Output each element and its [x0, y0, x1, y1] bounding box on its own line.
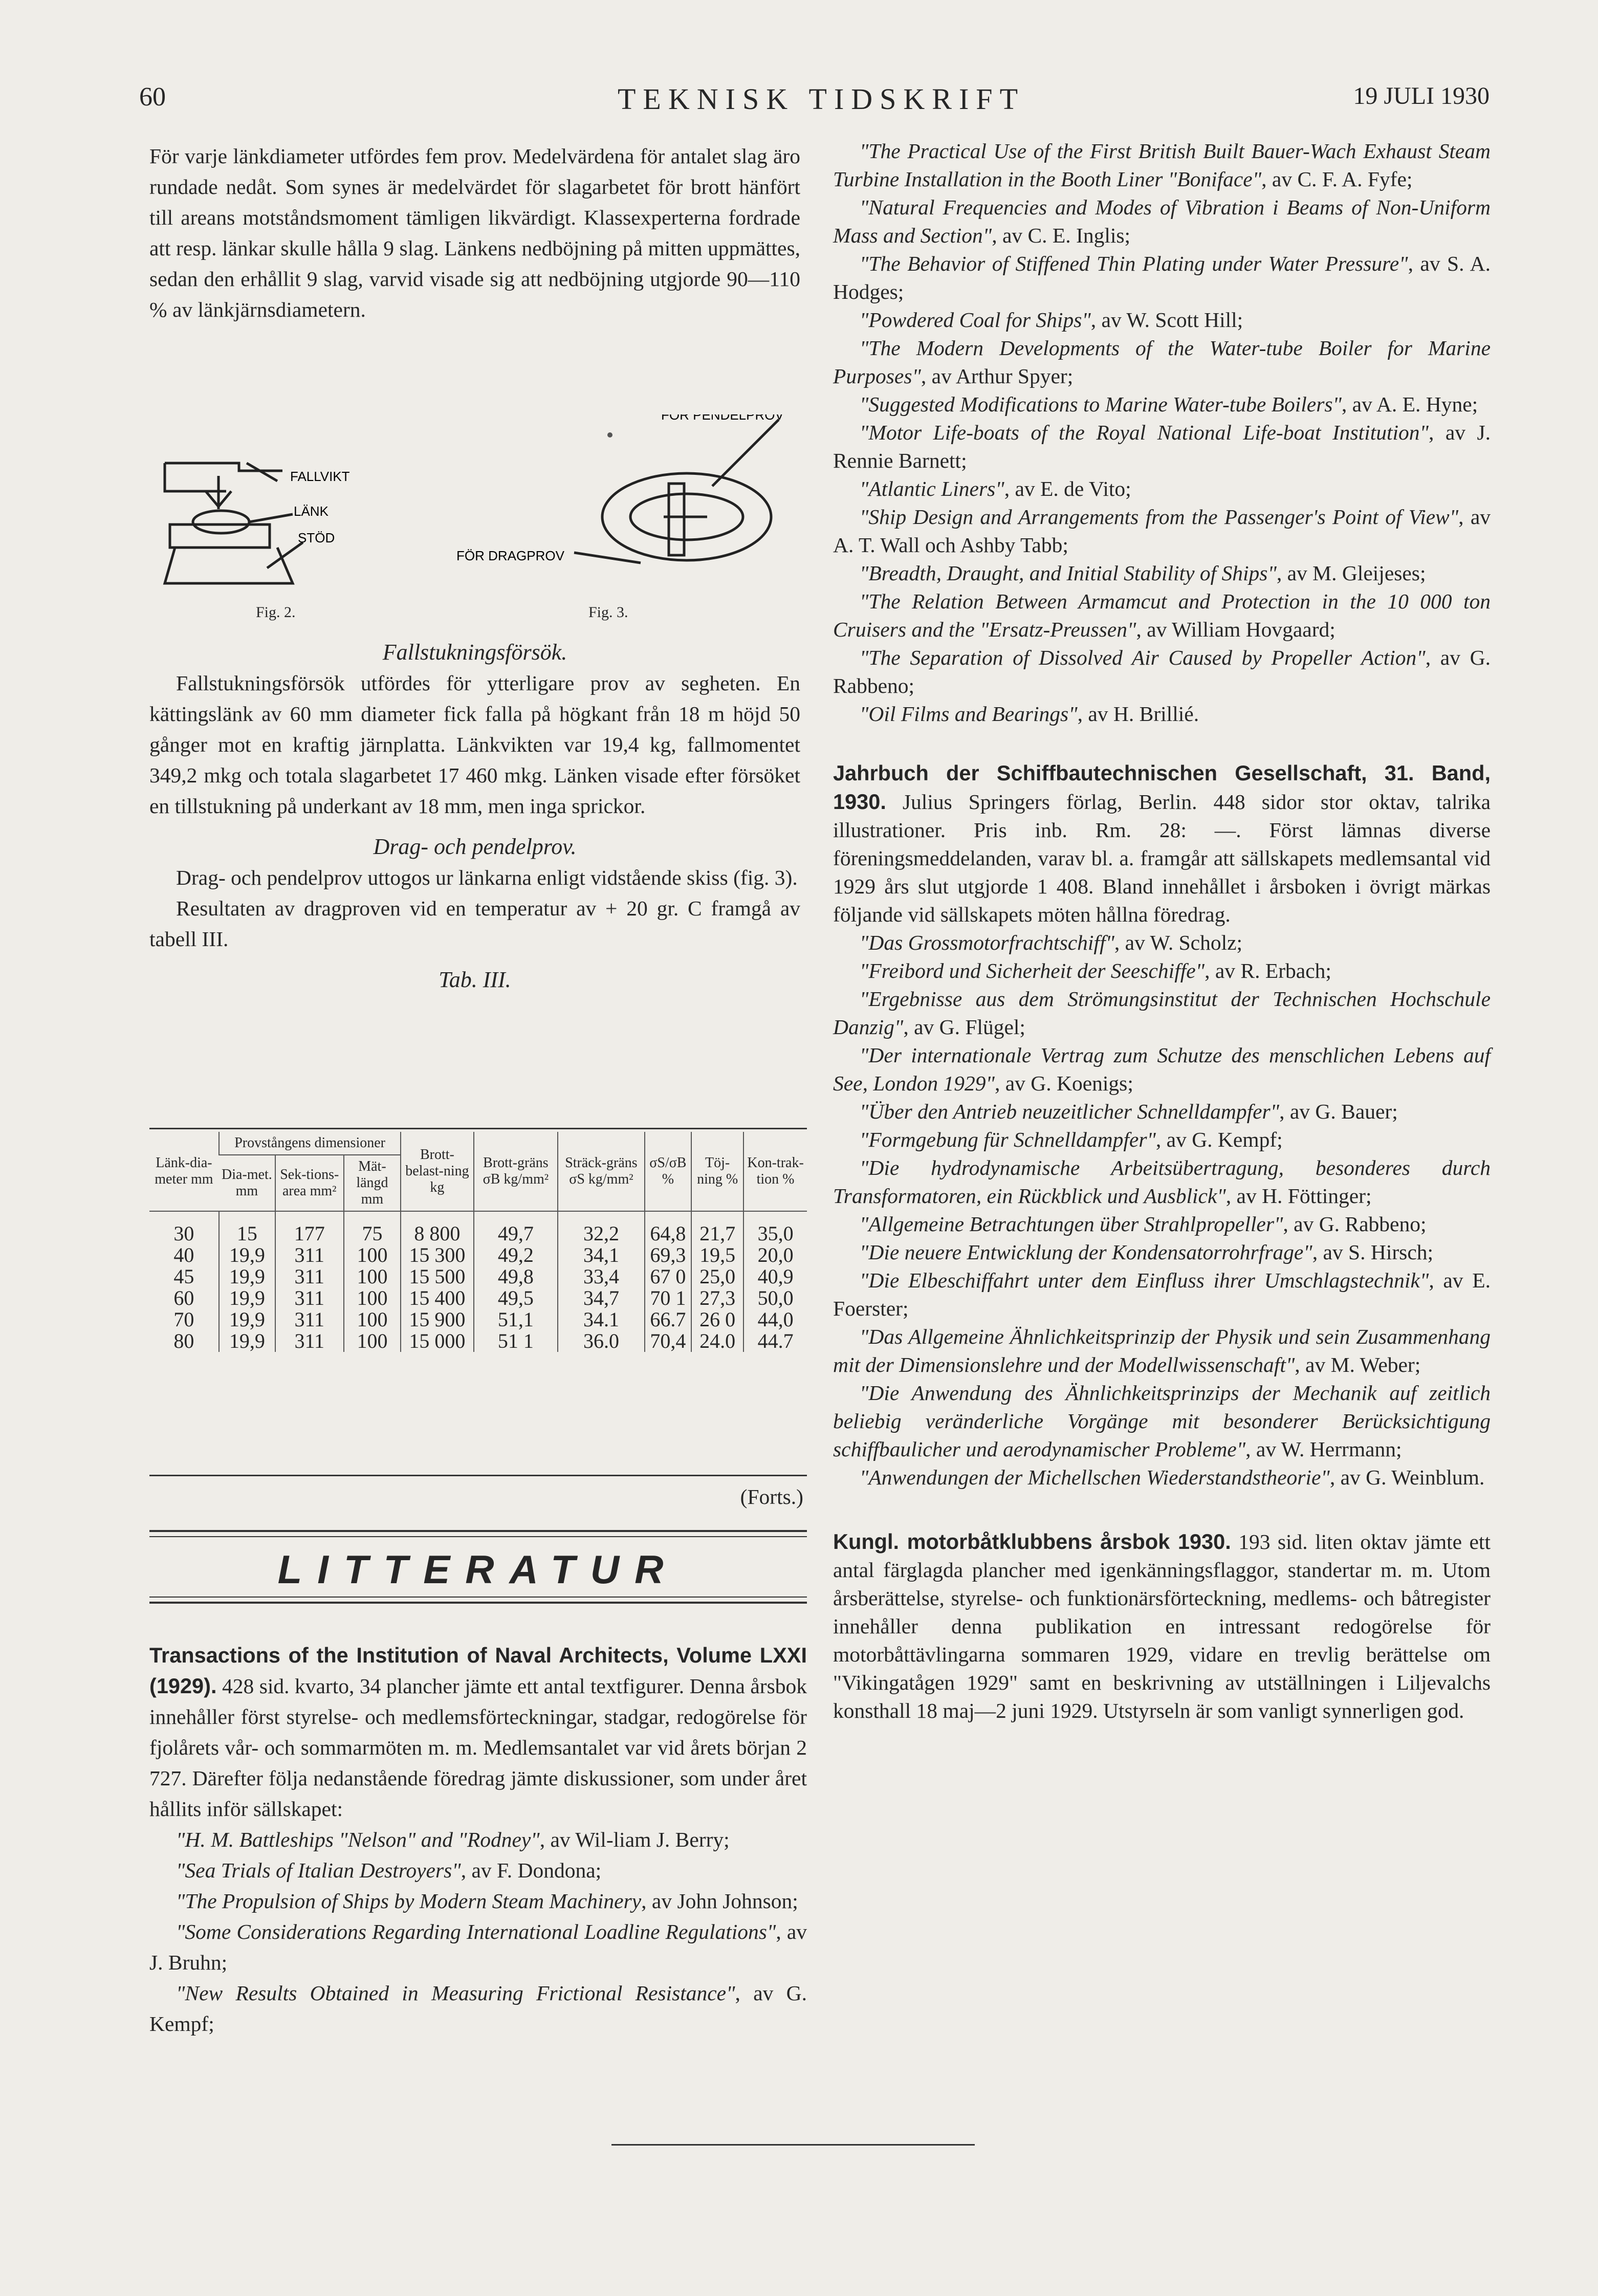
lecture-title: "Allgemeine Betrachtungen über Strahlpropeller": [860, 1212, 1283, 1236]
table-cell: 49,7: [474, 1211, 558, 1244]
jahrbuch-entry: [833, 759, 1491, 929]
tina-refs-cont: [833, 137, 1491, 728]
lecture-entry: [833, 985, 1491, 1041]
lecture-entry: [833, 1041, 1491, 1098]
col-diameter: Dia-met. mm: [219, 1155, 275, 1211]
lecture-author: , av J. Bruhn;: [149, 1920, 807, 1974]
table-cell: 15 400: [401, 1287, 473, 1309]
fig2-label-stod: STÖD: [298, 530, 335, 545]
lecture-entry: [833, 503, 1491, 559]
table-bottom-rule: [149, 1475, 807, 1476]
lecture-author: , av J. Rennie Barnett;: [833, 421, 1491, 472]
table-cell: 40: [173, 1243, 194, 1266]
table-cell: 19,9: [219, 1309, 275, 1330]
lecture-entry: [833, 1379, 1491, 1463]
issue-date: 19 JULI 1930: [1353, 82, 1490, 110]
lecture-author: , av E. de Vito;: [1004, 477, 1131, 500]
result-paragraph: Resultaten av dragproven vid en temperatur av + 20 gr. C framgå av tabell III.: [149, 896, 800, 951]
table-cell: 51,1: [474, 1309, 558, 1330]
lecture-entry: [833, 700, 1491, 728]
tina-entry: [149, 1640, 807, 1824]
table-body: [149, 1211, 807, 1352]
table-cell: 311: [275, 1266, 344, 1287]
journal-title: TEKNISK TIDSKRIFT: [618, 82, 1025, 116]
lecture-title: "Die Anwendung des Ähnlichkeitsprinzips der Mechanik auf zeitlich beliebig veränderliche Vorgänge mit besonderer Berücksichtigung schiffbaulicher und aerodynamischer Probleme": [833, 1381, 1491, 1461]
lecture-author: , av William Hovgaard;: [1136, 618, 1336, 641]
lecture-entry: [149, 1855, 807, 1886]
lecture-entry: [833, 1463, 1491, 1492]
lecture-entry: [833, 137, 1491, 193]
col-brottbelastning: Brott-belast-ning kg: [401, 1132, 473, 1211]
lecture-author: , av R. Erbach;: [1205, 959, 1331, 982]
table-cell: 70: [173, 1308, 194, 1331]
table-cell: 15 000: [401, 1330, 473, 1352]
table-cell: 100: [344, 1266, 401, 1287]
table-cell: 51 1: [474, 1330, 558, 1352]
table-cell: 33,4: [558, 1266, 644, 1287]
lecture-author: , av F. Dondona;: [461, 1858, 602, 1882]
table-cell: 32,2: [558, 1211, 644, 1244]
lecture-author: , av W. Scholz;: [1114, 931, 1243, 954]
lecture-entry: [149, 1824, 807, 1855]
table-cell: 15: [219, 1211, 275, 1244]
table-cell: 311: [275, 1309, 344, 1330]
litt-rule-bot1: [149, 1597, 807, 1598]
table-row: [149, 1287, 807, 1309]
lecture-entry: [833, 1210, 1491, 1238]
lecture-title: "Natural Frequencies and Modes of Vibration i Beams of Non-Uniform Mass and Section": [833, 195, 1491, 247]
lecture-title: "Die neuere Entwicklung der Kondensatorrohrfrage": [860, 1240, 1312, 1264]
col-lankdiameter: Länk-dia-meter mm: [149, 1132, 219, 1211]
lecture-title: "The Behavior of Stiffened Thin Plating under Water Pressure": [860, 252, 1408, 275]
lecture-author: , av G. Weinblum.: [1329, 1466, 1485, 1489]
lecture-title: "Suggested Modifications to Marine Water-tube Boilers": [860, 392, 1342, 416]
lecture-entry: [833, 957, 1491, 985]
lecture-entry: [833, 334, 1491, 390]
table-cell: 20,0: [743, 1244, 807, 1266]
lecture-title: "Die hydrodynamische Arbeitsübertragung, besonderes durch Transformatoren, ein Rückblick und Ausblick": [833, 1156, 1491, 1208]
lecture-author: , av M. Weber;: [1295, 1353, 1421, 1376]
lecture-title: "New Results Obtained in Measuring Frictional Resistance": [176, 1981, 735, 2005]
lecture-title: "Über den Antrieb neuzeitlicher Schnelldampfer": [860, 1100, 1280, 1123]
lecture-author: , av H. Brillié.: [1077, 702, 1199, 726]
lecture-entry: [833, 929, 1491, 957]
figures-svg: [149, 414, 800, 635]
fig3-caption: Fig. 3.: [588, 604, 628, 621]
subheading-drag: Drag- och pendelprov.: [373, 834, 577, 859]
col-strackgrans: Sträck-gräns σS kg/mm²: [558, 1132, 644, 1211]
col-kontraktion: Kon-trak-tion %: [743, 1132, 807, 1211]
table-row: [149, 1309, 807, 1330]
table-cell: 30: [173, 1222, 194, 1245]
col-brottgrans: Brott-gräns σB kg/mm²: [474, 1132, 558, 1211]
lecture-entry: [833, 419, 1491, 475]
lecture-author: , av G. Bauer;: [1279, 1100, 1398, 1123]
table-cell: 100: [344, 1287, 401, 1309]
lecture-entry: [833, 390, 1491, 419]
fig2-label-lank: LÄNK: [294, 504, 329, 519]
lecture-author: , av G. Flügel;: [903, 1015, 1025, 1039]
kmk-title: Kungl. motorbåtklubbens årsbok 1930.: [833, 1529, 1231, 1554]
lecture-entry: [833, 1238, 1491, 1266]
tina-title: Transactions of the Institution of Naval Architects, Volume LXXI (1929).: [149, 1643, 807, 1698]
table-cell: 100: [344, 1330, 401, 1352]
lecture-author: , av G. Kempf;: [1155, 1128, 1283, 1151]
table-row: [149, 1244, 807, 1266]
lecture-author: , av W. Herrmann;: [1245, 1437, 1402, 1461]
jahrbuch-text: Julius Springers förlag, Berlin. 448 sidor stor oktav, talrika illustrationer. Pris inb. Rm. 28: —. Först lämnas diverse föreningsmeddelanden, varav bl. a. framgår att sällskapets medlemsantal vid 1929 års slut utgjorde 1 408. Bland innehållet i årsboken i övrigt märkas följande vid sällskapets möten hållna föredrag.: [833, 790, 1491, 926]
section-heading-litteratur: LITTERATUR: [277, 1547, 679, 1592]
lecture-entry: [149, 1886, 807, 1916]
lecture-title: "Freibord und Sicherheit der Seeschiffe": [860, 959, 1205, 982]
col-group-dimensioner: Provstångens dimensioner: [219, 1132, 401, 1155]
lecture-author: , av H. Föttinger;: [1225, 1184, 1372, 1208]
lecture-title: "H. M. Battleships "Nelson" and "Rodney": [176, 1828, 540, 1851]
lecture-author: , av A. T. Wall och Ashby Tabb;: [833, 505, 1491, 557]
lecture-author: , av G. Kempf;: [149, 1981, 807, 2036]
lecture-title: "Der internationale Vertrag zum Schutze des menschlichen Lebens auf See, London 1929": [833, 1043, 1491, 1095]
lecture-author: , av M. Gleijeses;: [1276, 561, 1426, 585]
lecture-author: , av A. E. Hyne;: [1341, 392, 1478, 416]
table-cell: 64,8: [645, 1211, 692, 1244]
table-cell: 100: [344, 1309, 401, 1330]
jahrbuch-title: Jahrbuch der Schiffbautechnischen Gesellschaft, 31. Band, 1930.: [833, 761, 1491, 814]
fallstukning-paragraph: Fallstukningsförsök utfördes för ytterligare prov av segheten. En kättingslänk av 60 mm diameter fick falla på högkant från 18 m höjd 50 gånger mot en kraftig järnplatta. Länkvikten var 19,4 kg, fallmomentet 349,2 mkg och totala slagarbetet 17 460 mkg. Länken visade efter försöket en tillstukning på underkant av 18 mm, men inga sprickor.: [149, 671, 800, 818]
table-cell: 19,9: [219, 1266, 275, 1287]
table-cell: 26 0: [691, 1309, 743, 1330]
table-cell: 80: [173, 1329, 194, 1352]
table-iii: [149, 1132, 807, 1352]
col-tojning: Töj-ning %: [691, 1132, 743, 1211]
left-middle: [149, 637, 800, 995]
left-literature: [149, 1640, 807, 2039]
lecture-author: , av S. A. Hodges;: [833, 252, 1491, 303]
table-cell: 67 0: [645, 1266, 692, 1287]
fig3-label-pendel: FÖR PENDELPROV: [661, 414, 784, 423]
table-cell: 49,5: [474, 1287, 558, 1309]
right-column: [833, 137, 1491, 1725]
lecture-title: "Ship Design and Arrangements from the Passenger's Point of View": [860, 505, 1459, 529]
table-cell: 34,7: [558, 1287, 644, 1309]
table-cell: 21,7: [691, 1211, 743, 1244]
table-cell: 311: [275, 1244, 344, 1266]
col-ratio: σS/σB %: [645, 1132, 692, 1211]
intro-paragraph: För varje länkdiameter utfördes fem prov. Medelvärdena för antalet slag äro rundade nedåt. Som synes är medelvärdet för slagarbetet för brott hänfört till areans motståndsmoment tämligen likvärdigt. Klassexperterna fordrade att resp. länkar skulle hålla 9 slag. Länkens nedböjning på mitten uppmättes, sedan den erhållit 9 slag, varvid visade sig att nedböjning utgjorde 90—110 % av länkjärnsdiametern.: [149, 144, 800, 321]
lecture-entry: [833, 1266, 1491, 1323]
fig3-drawing: [574, 420, 779, 563]
tina-text: 428 sid. kvarto, 34 plancher jämte ett antal textfigurer. Denna årsbok innehåller först styrelse- och medlemsförteckningar, stadgar, redogörelse för fjolårets vår- och sommarmöten m. m. Medlemsantalet var vid årets början 2 727. Därefter följa nedanstående föredrag jämte diskussioner, som under året hållits inför sällskapet:: [149, 1674, 807, 1821]
lecture-author: , av G. Rabbeno;: [833, 646, 1491, 697]
table-cell: 49,8: [474, 1266, 558, 1287]
table-cell: 15 900: [401, 1309, 473, 1330]
lecture-entry: [833, 306, 1491, 334]
table-cell: 311: [275, 1330, 344, 1352]
lecture-entry: [149, 1978, 807, 2039]
litt-rule-bot2: [149, 1602, 807, 1604]
litt-rule-top1: [149, 1530, 807, 1532]
lecture-title: "Breadth, Draught, and Initial Stability of Ships": [860, 561, 1277, 585]
litt-rule-top2: [149, 1536, 807, 1537]
table-cell: 40,9: [743, 1266, 807, 1287]
table-cell: 177: [275, 1211, 344, 1244]
forts: (Forts.): [740, 1485, 803, 1508]
fig3-label-drag: FÖR DRAGPROV: [456, 548, 564, 563]
figures: [149, 414, 800, 635]
table-cell: 69,3: [645, 1244, 692, 1266]
fig2-caption: Fig. 2.: [256, 604, 296, 621]
lecture-author: , av W. Scott Hill;: [1090, 308, 1243, 332]
table-cell: 311: [275, 1287, 344, 1309]
kmk-text: 193 sid. liten oktav jämte ett antal färglagda plancher med igenkänningsflaggor, standertar m. m. Utom årsberättelse, styrelse- och funktionärsförteckning, medlems- och båtregister innehåller denna publikation en intressant redogörelse för motorbåttävlingarna sommaren 1929, vidare en trevlig berättelse om "Vikingatågen 1929" samt en beskrivning av utställningen i Liljevalchs konsthall 18 maj—2 juni 1929. Utstyrseln är som vanligt synnerligen god.: [833, 1530, 1491, 1722]
table-cell: 27,3: [691, 1287, 743, 1309]
lecture-title: "Oil Films and Bearings": [860, 702, 1078, 726]
table-cell: 70 1: [645, 1287, 692, 1309]
tina-refs: [149, 1824, 807, 2039]
table-cell: 19,9: [219, 1330, 275, 1352]
lecture-author: , av E. Foerster;: [833, 1269, 1491, 1320]
lecture-title: "The Separation of Dissolved Air Caused by Propeller Action": [860, 646, 1426, 669]
lecture-title: "Die Elbeschiffahrt unter dem Einfluss ihrer Umschlagstechnik": [860, 1269, 1429, 1292]
table-cell: 19,5: [691, 1244, 743, 1266]
table-row: [149, 1266, 807, 1287]
lecture-title: "The Modern Developments of the Water-tube Boiler for Marine Purposes": [833, 336, 1491, 388]
table-title: Tab. III.: [439, 967, 511, 992]
col-sektionsarea: Sek-tions-area mm²: [275, 1155, 344, 1211]
lecture-entry: [833, 193, 1491, 250]
lecture-title: "Powdered Coal for Ships": [860, 308, 1091, 332]
page-number: 60: [139, 82, 166, 112]
lecture-title: "Das Grossmotorfrachtschiff": [860, 931, 1114, 954]
table-cell: 34.1: [558, 1309, 644, 1330]
lecture-entry: [833, 587, 1491, 644]
fig2-drawing: [165, 463, 303, 583]
lecture-entry: [833, 1323, 1491, 1379]
lecture-title: "Anwendungen der Michellschen Wiederstandstheorie": [860, 1466, 1330, 1489]
lecture-author: , av John Johnson;: [641, 1889, 798, 1913]
table-cell: 50,0: [743, 1287, 807, 1309]
fig2-label-fallvikt: FALLVIKT: [290, 469, 350, 484]
table-cell: 75: [344, 1211, 401, 1244]
table-cell: 35,0: [743, 1211, 807, 1244]
subheading-fallstukning: Fallstukningsförsök.: [382, 640, 567, 665]
table-cell: 70,4: [645, 1330, 692, 1352]
jahrbuch-refs: [833, 929, 1491, 1492]
table-cell: 8 800: [401, 1211, 473, 1244]
table-cell: 44.7: [743, 1330, 807, 1352]
ink-dot: [607, 432, 612, 438]
table-cell: 45: [173, 1265, 194, 1288]
lecture-entry: [833, 250, 1491, 306]
table-cell: 34,1: [558, 1244, 644, 1266]
lecture-title: "Formgebung für Schnelldampfer": [860, 1128, 1156, 1151]
table-row: [149, 1330, 807, 1352]
table-cell: 44,0: [743, 1309, 807, 1330]
lecture-entry: [833, 644, 1491, 700]
lecture-title: "Atlantic Liners": [860, 477, 1004, 500]
table-cell: 15 300: [401, 1244, 473, 1266]
table-cell: 100: [344, 1244, 401, 1266]
col-matlangd: Mät-längd mm: [344, 1155, 401, 1211]
table-cell: 24.0: [691, 1330, 743, 1352]
table-top-rule: [149, 1128, 807, 1129]
lecture-title: "The Propulsion of Ships by Modern Steam Machinery: [176, 1889, 642, 1913]
end-rule: [611, 2144, 975, 2146]
table-cell: 36.0: [558, 1330, 644, 1352]
lecture-entry: [833, 1126, 1491, 1154]
lecture-author: , av Wil-liam J. Berry;: [539, 1828, 730, 1851]
table-cell: 15 500: [401, 1266, 473, 1287]
lecture-author: , av G. Rabbeno;: [1283, 1212, 1427, 1236]
lecture-title: "The Practical Use of the First British Built Bauer-Wach Exhaust Steam Turbine Installation in the Booth Liner "Boniface": [833, 139, 1491, 191]
kmk-entry: [833, 1527, 1491, 1725]
lecture-author: , av C. F. A. Fyfe;: [1261, 167, 1413, 191]
table-cell: 60: [173, 1286, 194, 1309]
lecture-entry: [833, 475, 1491, 503]
table-cell: 25,0: [691, 1266, 743, 1287]
table-cell: 66.7: [645, 1309, 692, 1330]
lecture-title: "The Relation Between Armamcut and Protection in the 10 000 ton Cruisers and the "Ersatz-Preussen": [833, 589, 1491, 641]
lecture-title: "Motor Life-boats of the Royal National Life-boat Institution": [860, 421, 1429, 444]
lecture-entry: [833, 1098, 1491, 1126]
left-intro: [149, 141, 800, 325]
lecture-title: "Das Allgemeine Ähnlichkeitsprinzip der Physik und sein Zusammenhang mit der Dimensionslehre und der Modellwissenschaft": [833, 1325, 1491, 1376]
lecture-author: , av C. E. Inglis;: [992, 224, 1131, 247]
lecture-author: , av Arthur Spyer;: [921, 364, 1074, 388]
lecture-author: , av S. Hirsch;: [1312, 1240, 1434, 1264]
table-cell: 19,9: [219, 1244, 275, 1266]
lecture-title: "Ergebnisse aus dem Strömungsinstitut der Technischen Hochschule Danzig": [833, 987, 1491, 1039]
drag-paragraph: Drag- och pendelprov uttogos ur länkarna enligt vidstående skiss (fig. 3).: [176, 866, 798, 889]
table-cell: 19,9: [219, 1287, 275, 1309]
lecture-title: "Sea Trials of Italian Destroyers": [176, 1858, 461, 1882]
table-row: [149, 1211, 807, 1244]
lecture-title: "Some Considerations Regarding International Loadline Regulations": [176, 1920, 776, 1943]
lecture-entry: [833, 1154, 1491, 1210]
lecture-entry: [833, 559, 1491, 587]
table-cell: 49,2: [474, 1244, 558, 1266]
lecture-entry: [149, 1916, 807, 1978]
lecture-author: , av G. Koenigs;: [994, 1072, 1133, 1095]
